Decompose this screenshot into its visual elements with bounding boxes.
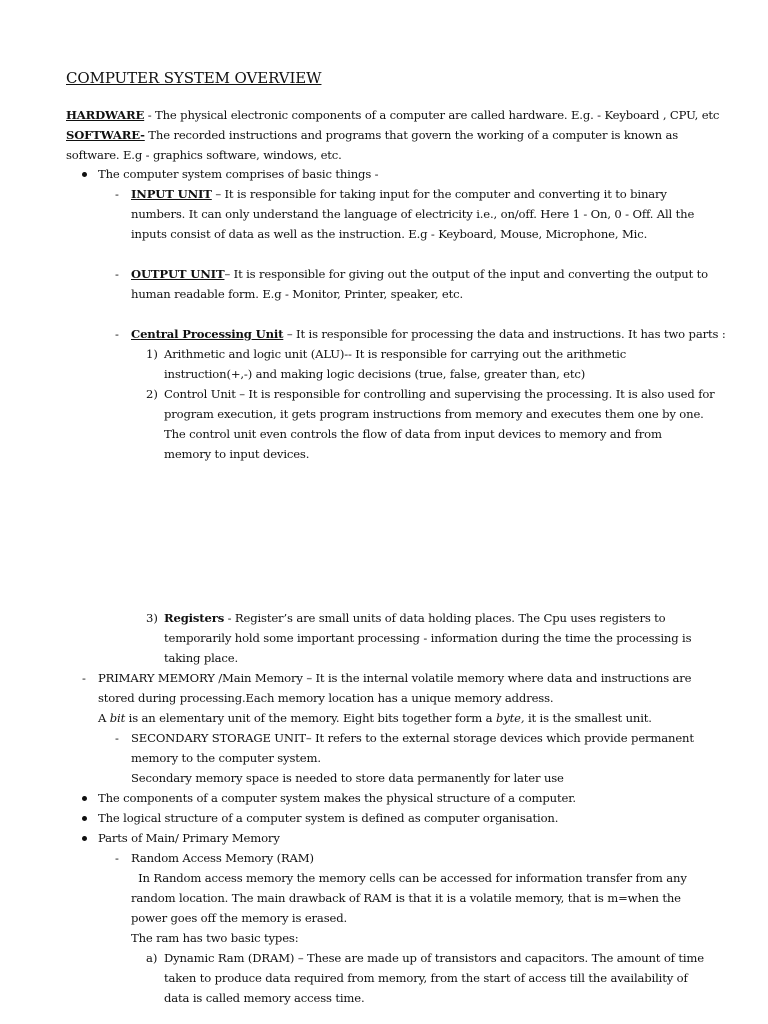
input-unit-text-cont: inputs consist of data as well as the instruction. E.g - Keyboard, Mouse, Microphone, Mic.: [131, 227, 648, 241]
ram-heading: Random Access Memory (RAM): [131, 851, 314, 865]
cpu-text: – It is responsible for processing the data and instructions. It has two parts :: [283, 327, 726, 341]
control-unit-text: Control Unit – It is responsible for controlling and supervising the processing. It is also used for: [164, 387, 715, 401]
output-unit-text: – It is responsible for giving out the output of the input and converting the output to: [224, 267, 708, 281]
dram-text-cont: data is called memory access time.: [164, 991, 365, 1005]
registers-item: [164, 610, 666, 626]
bullet-icon: [82, 816, 87, 821]
dram-text-cont: taken to produce data required from memory, from the start of access till the availability of: [164, 971, 688, 985]
primary-memory-text-cont: stored during processing.Each memory location has a unique memory address.: [98, 691, 554, 705]
bullet-icon: [82, 836, 87, 841]
bit-text: A: [98, 711, 110, 725]
software-text-cont: software. E.g - graphics software, windows, etc.: [66, 148, 342, 162]
input-unit-term: INPUT UNIT: [131, 187, 212, 201]
bullet-physical-structure: The components of a computer system makes the physical structure of a computer.: [98, 791, 576, 805]
cpu-item: [131, 326, 726, 342]
dash-icon: -: [82, 671, 86, 685]
software-term: SOFTWARE-: [66, 128, 145, 142]
output-unit-term: OUTPUT UNIT: [131, 267, 225, 281]
software-definition: [66, 127, 678, 143]
cpu-term: Central Processing Unit: [131, 327, 284, 341]
control-unit-text-cont: program execution, it gets program instructions from memory and executes them one by one.: [164, 407, 704, 421]
bit-term: bit: [109, 711, 126, 725]
alu-text: Arithmetic and logic unit (ALU)-- It is responsible for carrying out the arithmetic: [164, 347, 627, 361]
bullet-icon: [82, 796, 87, 801]
dash-icon: -: [115, 267, 119, 281]
secondary-storage-text: SECONDARY STORAGE UNIT– It refers to the external storage devices which provide permanent: [131, 731, 694, 745]
control-unit-text-cont: The control unit even controls the flow of data from input devices to memory and from: [164, 427, 662, 441]
registers-term: Registers: [164, 611, 225, 625]
control-unit-text-cont: memory to input devices.: [164, 447, 310, 461]
output-unit-item: [131, 266, 708, 282]
input-unit-text-cont: numbers. It can only understand the language of electricity i.e., on/off. Here 1 - On, 0 - Off. All the: [131, 207, 695, 221]
secondary-storage-text-cont: Secondary memory space is needed to store data permanently for later use: [131, 771, 564, 785]
dash-icon: -: [115, 731, 119, 745]
dram-text: Dynamic Ram (DRAM) – These are made up of transistors and capacitors. The amount of time: [164, 951, 704, 965]
bullet-icon: [82, 172, 87, 177]
list-number: 2): [146, 387, 158, 401]
hardware-term: HARDWARE: [66, 108, 145, 122]
document-title: COMPUTER SYSTEM OVERVIEW: [66, 69, 322, 87]
dash-icon: -: [115, 851, 119, 865]
registers-text-cont: temporarily hold some important processing - information during the time the processing is: [164, 631, 692, 645]
registers-text: - Register’s are small units of data holding places. The Cpu uses registers to: [224, 611, 666, 625]
bullet-primary-memory-parts: Parts of Main/ Primary Memory: [98, 831, 280, 845]
software-text: The recorded instructions and programs that govern the working of a computer is known as: [144, 128, 679, 142]
byte-term: byte,: [495, 711, 525, 725]
ram-text-cont: random location. The main drawback of RAM is that it is a volatile memory, that is m=when the: [131, 891, 681, 905]
ram-types-heading: The ram has two basic types:: [131, 931, 299, 945]
list-letter: a): [146, 951, 158, 965]
bullet-basic-things: The computer system comprises of basic things -: [98, 167, 379, 181]
secondary-storage-text-cont: memory to the computer system.: [131, 751, 321, 765]
bit-definition: [98, 710, 652, 726]
dash-icon: -: [115, 327, 119, 341]
bit-text: it is the smallest unit.: [524, 711, 652, 725]
input-unit-item: [131, 186, 667, 202]
hardware-definition: [66, 107, 719, 123]
bit-text: is an elementary unit of the memory. Eight bits together form a: [125, 711, 496, 725]
bullet-logical-structure: The logical structure of a computer system is defined as computer organisation.: [98, 811, 559, 825]
output-unit-text-cont: human readable form. E.g - Monitor, Printer, speaker, etc.: [131, 287, 464, 301]
primary-memory-text: PRIMARY MEMORY /Main Memory – It is the internal volatile memory where data and instructions are: [98, 671, 692, 685]
ram-text: In Random access memory the memory cells can be accessed for information transfer from any: [131, 871, 687, 885]
list-number: 3): [146, 611, 158, 625]
dash-icon: -: [115, 187, 119, 201]
ram-text-cont: power goes off the memory is erased.: [131, 911, 348, 925]
list-number: 1): [146, 347, 158, 361]
hardware-text: - The physical electronic components of a computer are called hardware. E.g. - Keyboard , CPU, etc: [144, 108, 720, 122]
registers-text-cont: taking place.: [164, 651, 239, 665]
alu-text-cont: instruction(+,-) and making logic decisions (true, false, greater than, etc): [164, 367, 586, 381]
input-unit-text: – It is responsible for taking input for the computer and converting it to binary: [211, 187, 667, 201]
